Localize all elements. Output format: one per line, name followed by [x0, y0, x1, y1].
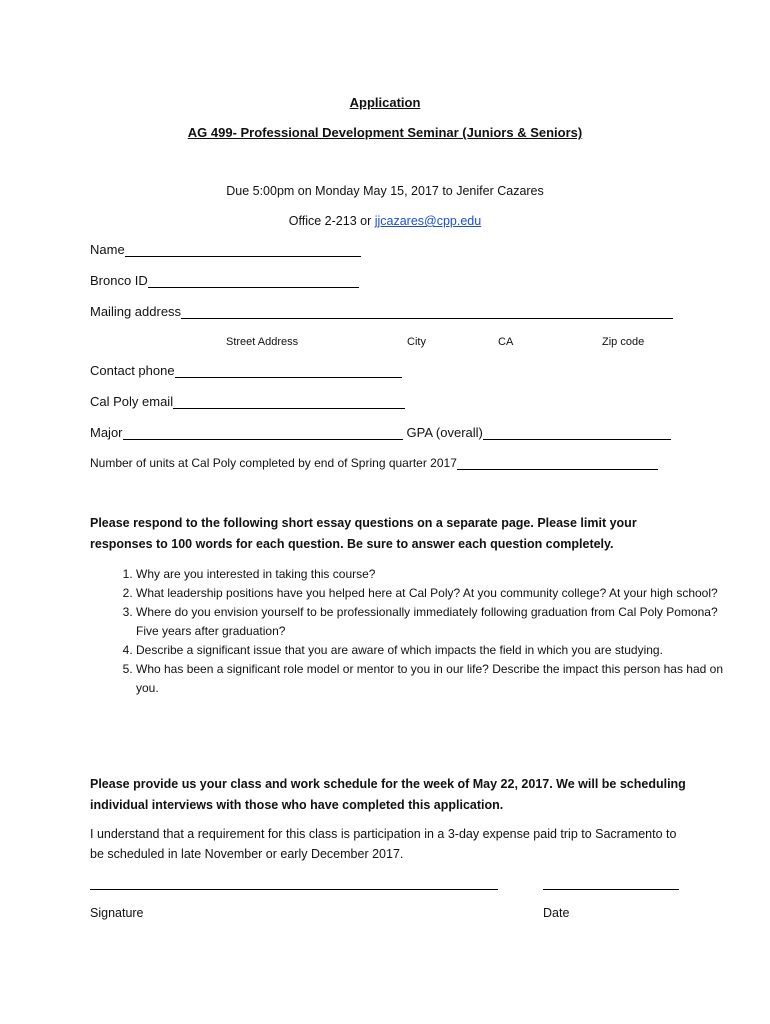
contact-phone-label: Contact phone [90, 363, 175, 378]
email-link[interactable]: jjcazares@cpp.edu [374, 214, 482, 228]
major-label: Major [90, 425, 123, 440]
essay-question: 3. Where do you envision yourself to be professionally immediately following graduation from Cal Poly Pomona? Five years after graduation? [136, 603, 736, 641]
mailing-address-input-line[interactable] [181, 304, 673, 319]
bronco-id-label: Bronco ID [90, 273, 148, 288]
city-caption: City [407, 336, 426, 348]
name-input-line[interactable] [125, 242, 361, 257]
office-contact [0, 214, 770, 228]
name-label: Name [90, 242, 125, 257]
name-field [90, 242, 361, 257]
date-line[interactable] [543, 889, 679, 890]
essay-question: 1. Why are you interested in taking this course? [136, 565, 736, 584]
street-address-caption: Street Address [226, 336, 299, 348]
schedule-request: Please provide us your class and work schedule for the week of May 22, 2017. We will be scheduling individual interviews with those who have completed this application. [90, 777, 686, 812]
essay-question-list [90, 565, 736, 698]
course-title: AG 499- Professional Development Seminar (Juniors & Seniors) [187, 125, 583, 140]
bronco-id-input-line[interactable] [148, 273, 359, 288]
cal-poly-email-input-line[interactable] [173, 394, 405, 409]
gpa-input-line[interactable] [483, 425, 671, 440]
trip-requirement-note: I understand that a requirement for this class is participation in a 3-day expense paid trip to Sacramento to be scheduled in late November or early December 2017. [90, 827, 677, 861]
major-gpa-field [90, 425, 671, 440]
due-date-text: Due 5:00pm on Monday May 15, 2017 to Jenifer Cazares [226, 184, 544, 198]
state-caption: CA [498, 336, 514, 348]
essay-question: 5. Who has been a significant role model or mentor to you in our life? Describe the impact this person has had on you. [136, 660, 736, 698]
essay-question: 2. What leadership positions have you helped here at Cal Poly? At you community college? At your high school? [136, 584, 736, 603]
essay-question: 4. Describe a significant issue that you are aware of which impacts the field in which you are studying. [136, 641, 736, 660]
mailing-address-label: Mailing address [90, 304, 182, 319]
zip-code-caption: Zip code [602, 336, 645, 348]
gpa-label: GPA (overall) [406, 425, 483, 440]
units-input-line[interactable] [457, 455, 658, 470]
signature-line[interactable] [90, 889, 498, 890]
cal-poly-email-label: Cal Poly email [90, 394, 174, 409]
bronco-id-field [90, 273, 359, 288]
mailing-address-field [90, 304, 673, 319]
units-label: Number of units at Cal Poly completed by end of Spring quarter 2017 [90, 456, 457, 470]
cal-poly-email-field [90, 394, 405, 409]
date-label: Date [543, 906, 570, 920]
signature-label: Signature [90, 906, 144, 920]
page-title: Application [349, 95, 421, 110]
essay-instructions: Please respond to the following short essay questions on a separate page. Please limit your responses to 100 words for each question. Be sure to answer each question completely. [90, 516, 637, 551]
office-text: Office 2-213 or [288, 214, 375, 228]
units-field [90, 455, 658, 470]
major-input-line[interactable] [123, 425, 403, 440]
contact-phone-input-line[interactable] [175, 363, 402, 378]
contact-phone-field [90, 363, 402, 378]
